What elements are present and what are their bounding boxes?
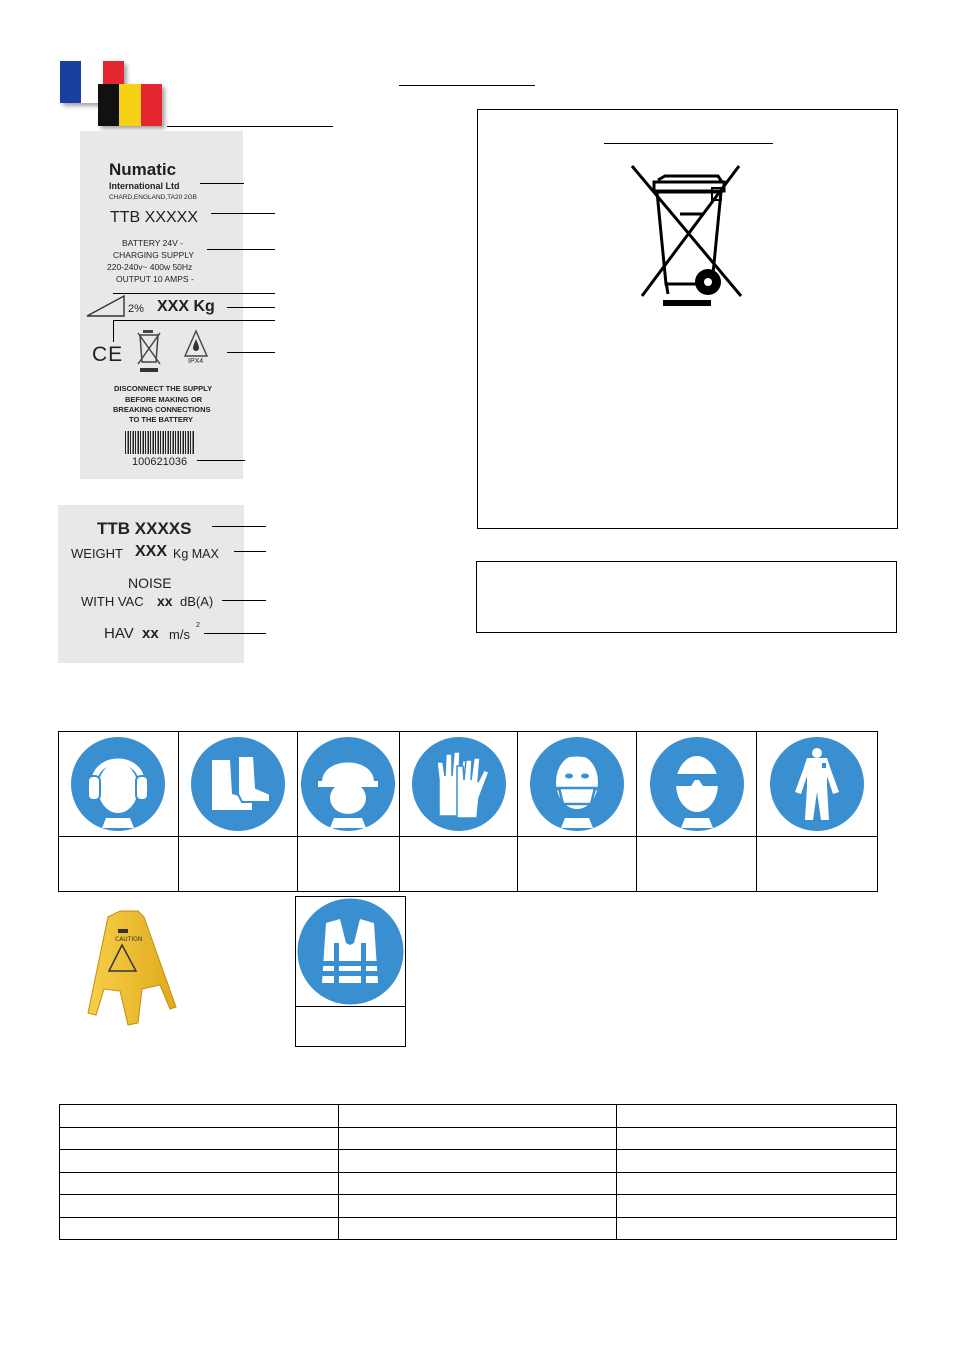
warning-line-2: BEFORE MAKING OR [125, 395, 203, 404]
water-drop-warning-icon [183, 329, 209, 359]
weee-title-underline [604, 143, 773, 144]
table-cell [60, 1217, 339, 1240]
section-underline [167, 126, 333, 127]
ppe-cell [757, 732, 878, 837]
company-sub: International Ltd [109, 181, 180, 191]
spec-noise-unit: dB(A) [180, 594, 214, 609]
hi-vis-divider [295, 1006, 406, 1007]
ppe-icon-table [58, 731, 878, 892]
battery-line-3: 220-240v~ 400w 50Hz [107, 262, 193, 272]
warning-line-4: TO THE BATTERY [129, 415, 194, 424]
table-cell [60, 1172, 339, 1195]
ce-mark-icon: CE [92, 343, 124, 366]
leader-line [113, 293, 275, 294]
leader-line [197, 460, 245, 461]
table-cell [60, 1127, 339, 1150]
table-cell [338, 1217, 617, 1240]
table-cell [60, 1150, 339, 1173]
leader-line [227, 352, 275, 353]
spec-hav-value: xx [142, 625, 159, 642]
table-cell [617, 1195, 897, 1218]
leader-line [113, 320, 275, 321]
ppe-caption-cell [637, 837, 757, 892]
spec-hav-exp: 2 [196, 622, 200, 629]
slope-triangle-icon [86, 294, 126, 318]
leader-line [204, 633, 266, 634]
table-cell [60, 1105, 339, 1128]
spec-hav-prefix: HAV [104, 625, 134, 642]
table-row [60, 1150, 897, 1173]
table-cell [60, 1195, 339, 1218]
ppe-cell [518, 732, 637, 837]
barcode [125, 431, 195, 454]
spec-weight-suffix: Kg MAX [173, 547, 219, 561]
table-cell [617, 1105, 897, 1128]
table-cell [617, 1172, 897, 1195]
ppe-caption-cell [518, 837, 637, 892]
table-row [60, 1127, 897, 1150]
ppe-caption-cell [399, 837, 518, 892]
table-cell [338, 1195, 617, 1218]
spec-weight-prefix: WEIGHT [71, 546, 123, 561]
table-cell [338, 1127, 617, 1150]
table-cell [338, 1150, 617, 1173]
warning-line-3: BREAKING CONNECTIONS [113, 405, 211, 414]
table-cell [338, 1105, 617, 1128]
ppe-caption-cell [59, 837, 179, 892]
leader-line [207, 249, 275, 250]
ppe-cell [297, 732, 399, 837]
overalls-icon [769, 736, 865, 832]
leader-line [211, 213, 275, 214]
spec-noise-value: xx [157, 593, 173, 609]
spec-noise-title: NOISE [128, 575, 172, 591]
ip-rating: IPX4 [188, 358, 204, 365]
safety-boots-icon [190, 736, 286, 832]
note-box [476, 561, 897, 633]
table-cell [617, 1217, 897, 1240]
plate-weight: XXX Kg [157, 298, 215, 315]
high-visibility-vest-icon [296, 897, 405, 1006]
hard-hat-icon [300, 736, 396, 832]
battery-line-1: BATTERY 24V - [122, 238, 183, 248]
ppe-cell [178, 732, 297, 837]
leader-line [227, 307, 275, 308]
battery-line-2: CHARGING SUPPLY [113, 250, 195, 260]
ppe-caption-cell [757, 837, 878, 892]
spec-model: TTB XXXXS [97, 519, 192, 538]
gloves-icon [411, 736, 507, 832]
plate-model: TTB XXXXX [110, 209, 199, 226]
table-cell [617, 1127, 897, 1150]
dust-mask-icon [529, 736, 625, 832]
ppe-caption-cell [178, 837, 297, 892]
spec-noise-prefix: WITH VAC [81, 594, 144, 609]
title-underline [399, 85, 535, 86]
company-address: CHARD,ENGLAND,TA20 2GB [109, 194, 198, 201]
slope-value: 2% [128, 303, 144, 315]
safety-glasses-icon [649, 736, 745, 832]
ppe-cell [637, 732, 757, 837]
ppe-cell [399, 732, 518, 837]
table-cell [338, 1172, 617, 1195]
battery-line-4: OUTPUT 10 AMPS - [116, 274, 194, 284]
crossed-out-wheelie-bin-icon [630, 162, 742, 310]
ppe-cell [59, 732, 179, 837]
ear-protection-icon [70, 736, 166, 832]
table-row [60, 1195, 897, 1218]
data-table [59, 1104, 897, 1240]
leader-line [234, 551, 266, 552]
table-row [60, 1172, 897, 1195]
table-row [60, 1105, 897, 1128]
wet-floor-sign-icon [82, 905, 182, 1029]
leader-line [200, 183, 244, 184]
table-row [60, 1217, 897, 1240]
spec-hav-unit: m/s [169, 627, 190, 642]
sign-caution-text: CAUTION [115, 936, 143, 943]
table-cell [617, 1150, 897, 1173]
leader-line [212, 526, 266, 527]
leader-line [222, 600, 266, 601]
belgian-flag-icon [98, 84, 162, 126]
warning-line-1: DISCONNECT THE SUPPLY [114, 384, 213, 393]
company-name: Numatic [109, 160, 177, 179]
crossed-bin-icon [135, 328, 163, 374]
plate-serial: 100621036 [132, 456, 188, 468]
ppe-caption-cell [297, 837, 399, 892]
spec-weight-value: XXX [135, 543, 168, 560]
leader-line [113, 320, 114, 342]
